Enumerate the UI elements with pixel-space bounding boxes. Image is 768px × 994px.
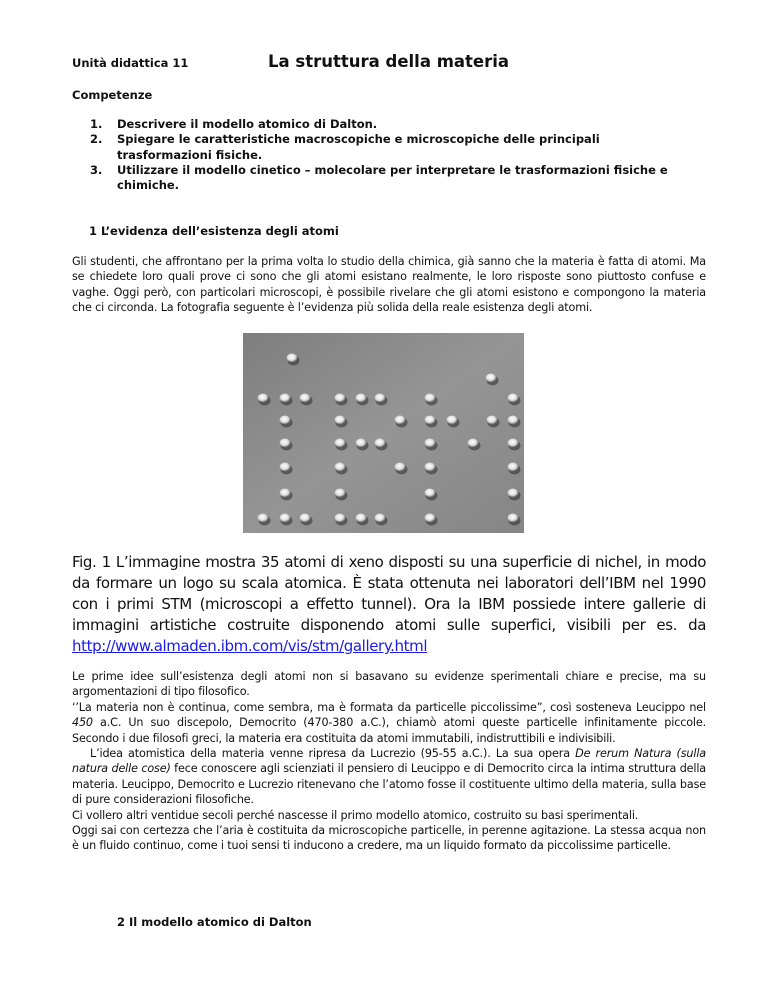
item-text: Spiegare le caratteristiche macroscopiche e microscopiche delle principali trasformazioni fisiche.: [117, 132, 600, 162]
book-title: De rerum Natura (sulla natura delle cose): [72, 747, 707, 776]
xenon-atom: [425, 394, 436, 403]
xenon-atom: [395, 463, 406, 472]
xenon-atom: [425, 439, 436, 448]
xenon-atom: [375, 514, 386, 523]
xenon-atom: [335, 439, 346, 448]
unit-label: Unità didattica 11: [72, 56, 189, 70]
xenon-atom: [356, 394, 367, 403]
xenon-atom: [335, 514, 346, 523]
section1-paragraph: Gli studenti, che affrontano per la prima volta lo studio della chimica, già sanno che la materia è fatta di atomi. Ma se chiedete loro quali prove ci sono che gli atomi esistano realmente, le loro risposte sono piuttosto confuse e vaghe. Oggi però, con particolari microscopi, è possibile rivelare che gli atomi esistono e compongono la materia che ci circonda. La fotografia seguente è l’evidenza più solida della reale esistenza degli atomi.: [72, 255, 706, 314]
xenon-atom: [508, 394, 519, 403]
xenon-atom: [487, 416, 498, 425]
xenon-atom: [300, 394, 311, 403]
list-item: [90, 163, 690, 194]
xenon-atom: [356, 514, 367, 523]
page-title: La struttura della materia: [268, 52, 510, 71]
item-number: 3.: [90, 162, 103, 177]
paragraph: Oggi sai con certezza che l’aria è costituita da microscopiche particelle, in perenne agitazione. La stessa acqua non è un fluido continuo, come i tuoi sensi ti inducono a credere, ma un liquido formato da piccolissime particelle.: [72, 824, 706, 853]
list-item: [90, 117, 690, 132]
xenon-atom: [395, 416, 406, 425]
item-text: Utilizzare il modello cinetico – molecolare per interpretare le trasformazioni fisiche e chimiche.: [117, 162, 668, 193]
text: fece conoscere agli scienziati il pensiero di Leucippo e di Democrito circa la intima struttura della materia. Leucippo, Democrito e Lucrezio ritenevano che l’atomo fosse il costituente ultimo della materia, sulla base di pure considerazioni filosofiche.: [72, 762, 706, 807]
xenon-atom: [375, 394, 386, 403]
xenon-atom: [508, 514, 519, 523]
list-item: [90, 132, 690, 163]
xenon-atom: [335, 489, 346, 498]
xenon-atom: [425, 489, 436, 498]
competenze-heading: Competenze: [72, 88, 153, 102]
item-number: 2.: [90, 132, 103, 147]
body-text: [72, 669, 706, 854]
xenon-atom: [508, 439, 519, 448]
item-number: 1.: [90, 117, 103, 131]
paragraph: Le prime idee sull’esistenza degli atomi non si basavano su evidenze sperimentali chiare e precise, ma su argomentazioni di tipo filosofico.: [72, 670, 706, 699]
xenon-atom: [287, 354, 298, 363]
figure-caption: [72, 552, 706, 657]
text: L’idea atomistica della materia venne ripresa da Lucrezio (95-55 a.C.). La sua opera: [90, 747, 576, 761]
stm-ibm-atoms-image: [243, 333, 524, 533]
xenon-atom: [258, 514, 269, 523]
xenon-atom: [508, 489, 519, 498]
xenon-atom: [280, 489, 291, 498]
xenon-atom: [356, 439, 367, 448]
gallery-link[interactable]: http://www.almaden.ibm.com/vis/stm/gallery.html: [72, 637, 428, 655]
xenon-atom: [468, 439, 479, 448]
xenon-atom: [280, 514, 291, 523]
item-text: Descrivere il modello atomico di Dalton.: [117, 117, 378, 131]
xenon-atom: [335, 463, 346, 472]
text: ‘’La materia non è continua, come sembra, ma è formata da particelle piccolissime”, così sosteneva Leucippo nel: [72, 700, 706, 714]
xenon-atom: [425, 514, 436, 523]
xenon-atom: [425, 416, 436, 425]
xenon-atom: [258, 394, 269, 403]
xenon-atom: [447, 416, 458, 425]
caption-text: Fig. 1 L’immagine mostra 35 atomi di xeno disposti su una superficie di nichel, in modo da formare un logo su scala atomica. È stata ottenuta nei laboratori dell’IBM nel 1990 con i primi STM (microscopi a effetto tunnel). Ora la IBM possiede intere gallerie di immagini artistiche costruite disponendo atomi sulle superfici, visibili per es. da: [72, 553, 706, 634]
section1-heading: 1 L’evidenza dell’esistenza degli atomi: [89, 224, 339, 238]
paragraph: Ci vollero altri ventidue secoli perché nascesse il primo modello atomico, costruito su basi sperimentali.: [72, 808, 639, 822]
xenon-atom: [375, 439, 386, 448]
text: a.C. Un suo discepolo, Democrito (470-380 a.C.), chiamò atomi queste particelle infinitamente piccole. Secondo i due filosofi greci, la materia era costituita da atomi immutabili, indistruttibili e indivisibili.: [72, 716, 706, 745]
xenon-atom: [280, 463, 291, 472]
xenon-atom: [508, 463, 519, 472]
xenon-atom: [280, 416, 291, 425]
paragraph: [72, 700, 706, 746]
xenon-atom: [508, 416, 519, 425]
xenon-atom: [335, 394, 346, 403]
paragraph: [72, 746, 706, 808]
xenon-atom: [425, 463, 436, 472]
year: 450: [72, 716, 93, 730]
xenon-atom: [280, 439, 291, 448]
xenon-atom: [280, 394, 291, 403]
section2-heading: 2 Il modello atomico di Dalton: [117, 915, 312, 929]
xenon-atom: [300, 514, 311, 523]
xenon-atom: [486, 374, 497, 383]
xenon-atom: [335, 416, 346, 425]
competenze-list: [90, 117, 690, 193]
